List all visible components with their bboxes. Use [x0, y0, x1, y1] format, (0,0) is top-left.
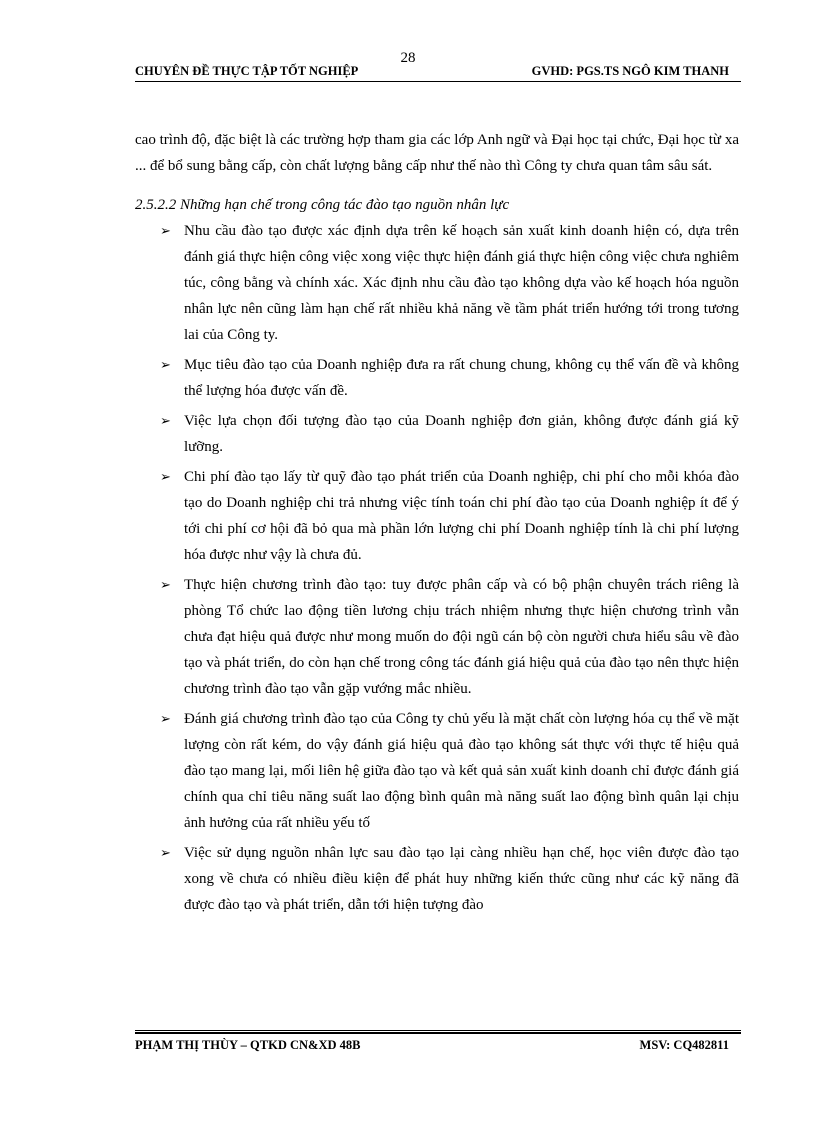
- list-item: [135, 706, 739, 836]
- list-item-text: Đánh giá chương trình đào tạo của Công ty chủ yếu là mặt chất còn lượng hóa cụ thể về mặt lượng còn rất kém, do vậy đánh giá hiệu quả đào tạo không sát thực với thực tế hiệu quả đào tạo mang lại, mối liên hệ giữa đào tạo và kết quả sản xuất kinh doanh chỉ được đánh giá chính qua chỉ tiêu năng suất lao động bình quân mà năng suất lao động bình quân lại chịu ảnh hưởng của rất nhiều yếu tố: [184, 711, 739, 831]
- arrow-bullet-icon: ➢: [160, 469, 171, 484]
- list-item-text: Chi phí đào tạo lấy từ quỹ đào tạo phát triển của Doanh nghiệp, chi phí cho mỗi khóa đào tạo do Doanh nghiệp chi trả nhưng việc tính toán chi phí đào tạo của Doanh nghiệp ít để ý tới chi phí cơ hội đã bỏ qua mà phần lớn lượng chi phí Doanh nghiệp tính là chi phí lượng hóa được như vậy là chưa đủ.: [184, 469, 739, 563]
- page-number: 28: [400, 50, 416, 66]
- limitations-list: [135, 218, 739, 918]
- list-item: [135, 352, 739, 404]
- list-item: [135, 218, 739, 348]
- list-item: [135, 840, 739, 918]
- arrow-bullet-icon: ➢: [160, 711, 171, 726]
- intro-paragraph: cao trình độ, đặc biệt là các trường hợp tham gia các lớp Anh ngữ và Đại học tại chức, Đại học từ xa ... để bổ sung bằng cấp, còn chất lượng bằng cấp như thế nào thì Công ty chưa quan tâm sâu sát.: [135, 132, 739, 174]
- list-item-text: Việc sử dụng nguồn nhân lực sau đào tạo lại càng nhiều hạn chế, học viên được đào tạo xong về chưa có nhiều điều kiện để phát huy những kiến thức cũng như các kỹ năng đã được đào tạo và phát triển, dẫn tới hiện tượng đào: [184, 845, 739, 913]
- footer-author: PHẠM THỊ THÙY – QTKD CN&XD 48B: [135, 1038, 361, 1052]
- section-heading: 2.5.2.2 Những hạn chế trong công tác đào tạo nguồn nhân lực: [135, 197, 510, 213]
- page-body: [135, 127, 739, 918]
- header-supervisor: GVHD: PGS.TS NGÔ KIM THANH: [531, 64, 729, 78]
- arrow-bullet-icon: ➢: [160, 357, 171, 372]
- list-item-text: Thực hiện chương trình đào tạo: tuy được phân cấp và có bộ phận chuyên trách riêng là phòng Tổ chức lao động tiền lương chịu trách nhiệm nhưng thực hiện chương trình vẫn chưa đạt hiệu quả được như mong muốn do đội ngũ cán bộ còn người chưa hiểu sâu về đào tạo và phát triển, do còn hạn chế trong công tác đánh giá hiệu quả của đào tạo nên thực hiện chương trình đào tạo vẫn gặp vướng mắc nhiều.: [184, 577, 739, 697]
- list-item-text: Việc lựa chọn đối tượng đào tạo của Doanh nghiệp đơn giản, không được đánh giá kỹ lưỡng.: [184, 413, 739, 455]
- header-divider: [135, 81, 741, 82]
- list-item-text: Mục tiêu đào tạo của Doanh nghiệp đưa ra rất chung chung, không cụ thể vấn đề và không thể lượng hóa được vấn đề.: [184, 357, 739, 399]
- arrow-bullet-icon: ➢: [160, 223, 171, 238]
- list-item: [135, 408, 739, 460]
- header-report-title: CHUYÊN ĐỀ THỰC TẬP TỐT NGHIỆP: [135, 64, 359, 78]
- footer-divider-thick: [135, 1032, 741, 1034]
- list-item-text: Nhu cầu đào tạo được xác định dựa trên kế hoạch sản xuất kinh doanh hiện có, dựa trên đánh giá thực hiện công việc xong việc thực hiện đánh giá thực hiện công việc chưa nghiêm túc, công bằng và chính xác. Xác định nhu cầu đào tạo không dựa vào kế hoạch hóa nguồn nhân lực nên cũng làm hạn chế rất nhiều khả năng về tầm phát triển hướng tới trong tương lai của Công ty.: [184, 223, 739, 343]
- arrow-bullet-icon: ➢: [160, 845, 171, 860]
- footer-student-id: MSV: CQ482811: [639, 1038, 729, 1052]
- footer-divider-thin: [135, 1030, 741, 1031]
- list-item: [135, 572, 739, 702]
- arrow-bullet-icon: ➢: [160, 413, 171, 428]
- arrow-bullet-icon: ➢: [160, 577, 171, 592]
- list-item: [135, 464, 739, 568]
